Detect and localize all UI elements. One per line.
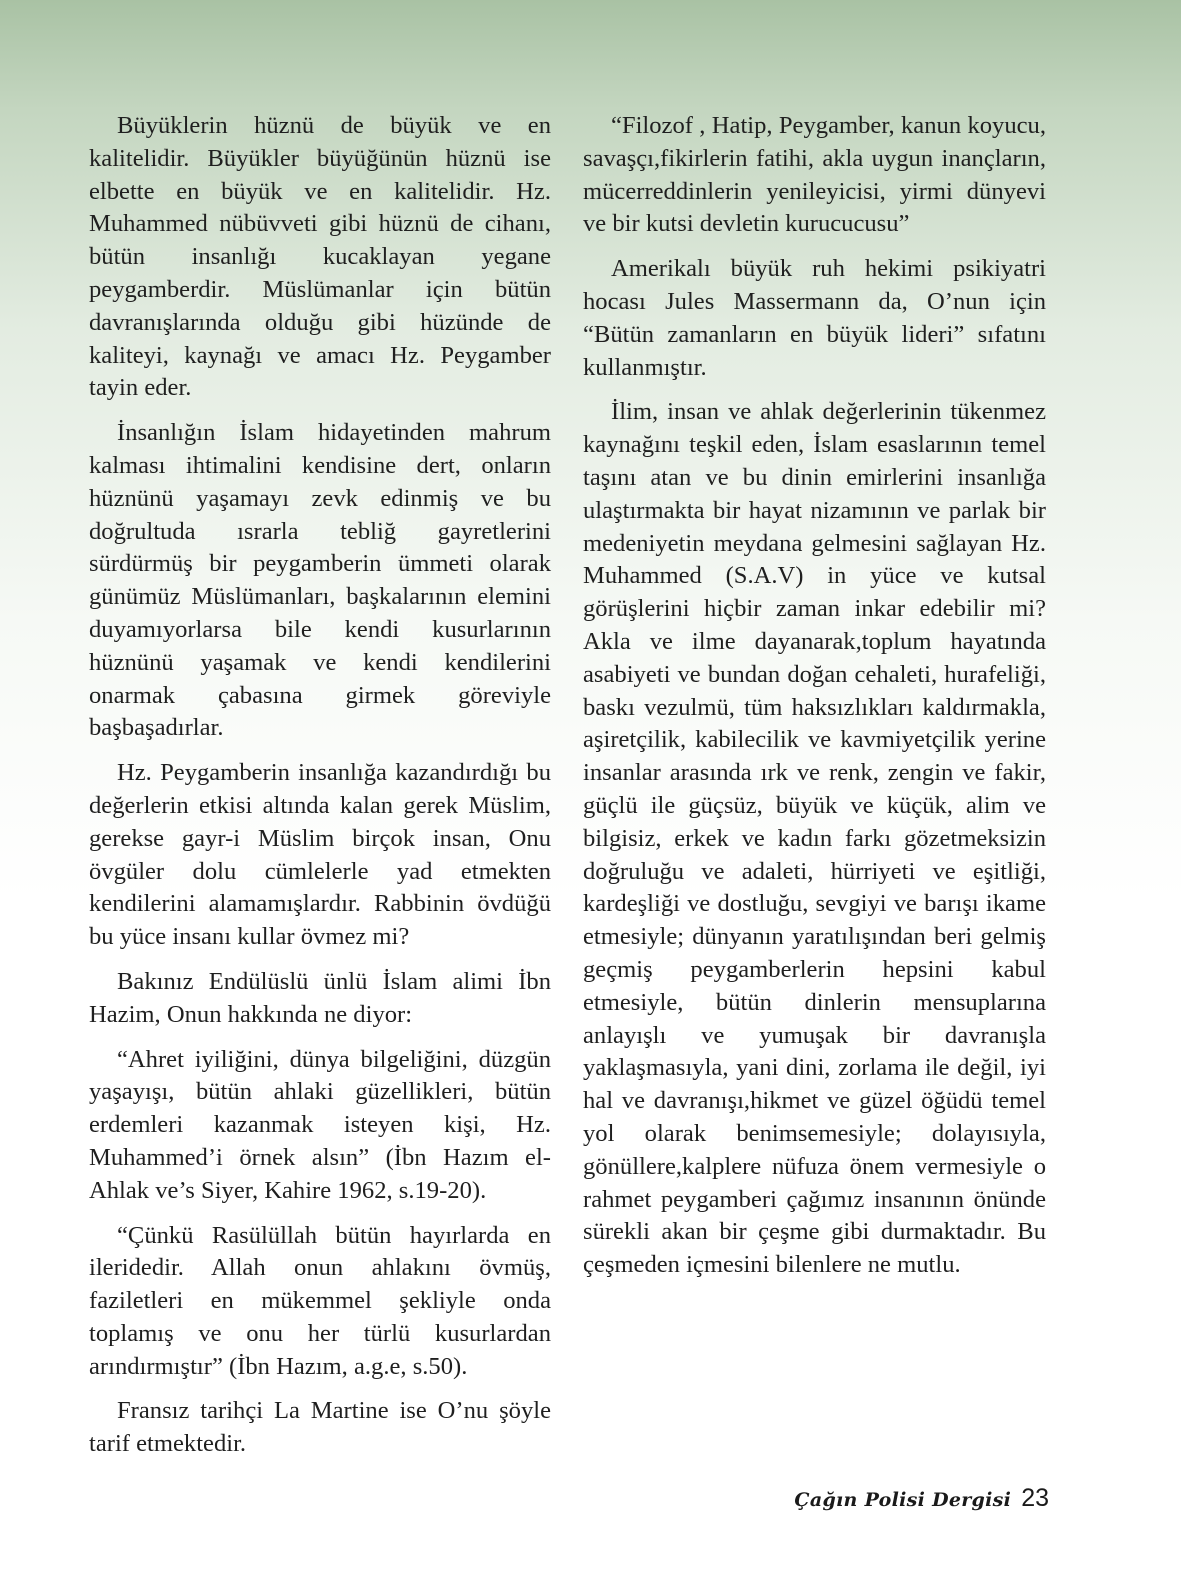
quote-paragraph: “Filozof , Hatip, Peygamber, kanun koyucu, savaşçı,fikirlerin fatihi, akla uygun inançların, mücerreddinlerin yenileyicisi, yirmi dünyevi ve bir kutsi devletin kurucucusu” <box>583 112 1046 238</box>
paragraph: İlim, insan ve ahlak değerlerinin tükenmez kaynağını teşkil eden, İslam esaslarının temel taşını atan ve bu dinin emirlerini insanlığa ulaştırmakta bir hayat nizamının ve parlak bir medeniyetin meydana gelmesini sağlayan Hz. Muhammed (S.A.V) in yüce ve kutsal görüşlerini hiçbir zaman inkar edebilir mi? Akla ve ilme dayanarak,toplum hayatında asabiyeti ve bundan doğan cehaleti, hurafeliği, baskı vezulmü, tüm haksızlıkları kaldırmakla, aşiretçilik, kabilecilik ve kavmiyetçilik yerine insanlar arasında ırk ve renk, zengin ve fakir, güçlü ile güçsüz, büyük ve küçük, alim ve bilgisiz, erkek ve kadın farkı gözetmeksizin doğruluğu ve adaleti, hürriyeti ve eşitliği, kardeşliği ve dostluğu, sevgiyi ve barışı ikame etmesiyle; dünyanın yaratılışından beri gelmiş geçmiş peygamberlerin hepsini kabul etmesiyle, bütün dinlerin mensuplarına anlayışlı ve yumuşak bir davranışla yaklaşmasıyla, yani dini, zorlama ile değil, iyi hal ve davranışı,hikmet ve güzel öğüdü temel yol olarak benimsemesiyle; dolayısıyla, gönüllere,kalplere nüfuza önem vermesiyle o rahmet peygamberi çağımız insanının önünde sürekli akan bir çeşme gibi durmaktadır. Bu çeşmeden içmesini bilenlere ne mutlu. <box>583 398 1046 1279</box>
right-text-column <box>583 110 1046 1294</box>
quote-paragraph: “Çünkü Rasülüllah bütün hayırlarda en ileridedir. Allah onun ahlakını övmüş, faziletleri en mükemmel şekliyle onda toplamış ve onu her türlü kusurlardan arındırmıştır” (İbn Hazım, a.g.e, s.50). <box>89 1221 551 1380</box>
magazine-title: Çağın Polisi Dergisi <box>794 1489 1012 1511</box>
paragraph: Amerikalı büyük ruh hekimi psikiyatri hocası Jules Massermann da, O’nun için “Bütün zamanların en büyük lideri” sıfatını kullanmıştır. <box>583 255 1046 381</box>
page-number: 23 <box>1021 1484 1049 1512</box>
paragraph: Bakınız Endülüslü ünlü İslam alimi İbn Hazim, Onun hakkında ne diyor: <box>89 967 551 1028</box>
paragraph: Fransız tarihçi La Martine ise O’nu şöyle tarif etmektedir. <box>89 1397 551 1458</box>
left-text-column <box>89 110 551 1473</box>
page-footer <box>794 1484 1049 1513</box>
quote-paragraph: “Ahret iyiliğini, dünya bilgeliğini, düzgün yaşayışı, bütün ahlaki güzellikleri, bütün erdemleri kazanmak isteyen kişi, Hz. Muhammed’i örnek alsın” (İbn Hazım el-Ahlak ve’s Siyer, Kahire 1962, s.19-20). <box>89 1045 551 1204</box>
paragraph: İnsanlığın İslam hidayetinden mahrum kalması ihtimalini kendisine dert, onların hüznünü yaşamayı zevk edinmiş ve bu doğrultuda ısrarla tebliğ gayretlerini sürdürmüş bir peygamberin ümmeti olarak günümüz Müslümanları, başkalarının elemini duyamıyorlarsa bile kendi kusurlarının hüznünü yaşamak ve kendi kendilerini onarmak çabasına girmek göreviyle başbaşadırlar. <box>89 419 551 742</box>
paragraph: Büyüklerin hüznü de büyük ve en kalitelidir. Büyükler büyüğünün hüznü ise elbette en büyük ve en kalitelidir. Hz. Muhammed nübüvveti gibi hüznü de cihanı, bütün insanlığı kucaklayan yegane peygamberdir. Müslümanlar için bütün davranışlarında olduğu gibi hüzünde de kaliteyi, kaynağı ve amacı Hz. Peygamber tayin eder. <box>89 112 551 402</box>
paragraph: Hz. Peygamberin insanlığa kazandırdığı bu değerlerin etkisi altında kalan gerek Müslim, gerekse gayr-i Müslim birçok insan, Onu övgüler dolu cümlelerle yad etmekten kendilerini alamamışlardır. Rabbinin övdüğü bu yüce insanı kullar övmez mi? <box>89 759 551 951</box>
